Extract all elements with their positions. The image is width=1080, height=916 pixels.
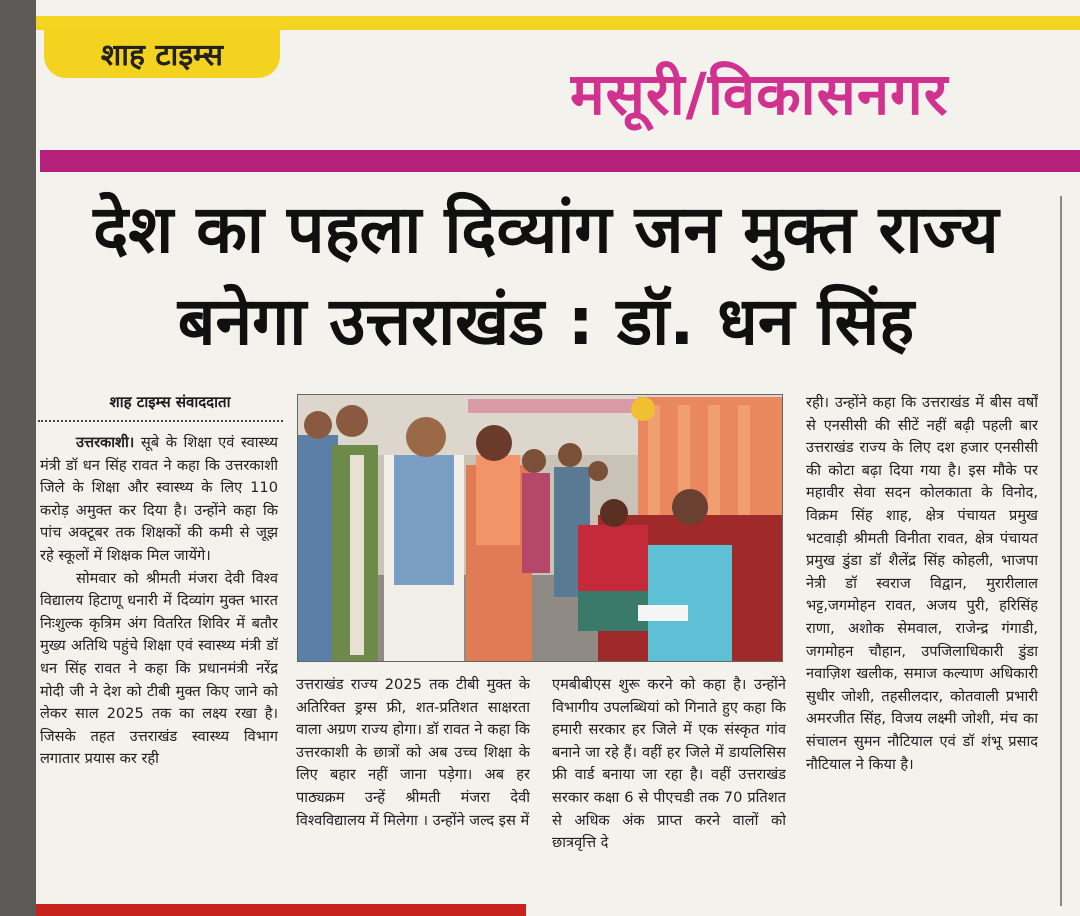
headline-line-1: देश का पहला दिव्यांग जन मुक्त राज्य xyxy=(93,191,999,268)
article-column-1 xyxy=(40,432,278,892)
byline-divider xyxy=(38,420,283,422)
dateline: उत्तरकाशी। xyxy=(76,434,135,451)
event-photo-image xyxy=(298,395,782,661)
section-title: मसूरी/विकासनगर xyxy=(570,60,949,128)
article-column-4 xyxy=(806,392,1038,892)
paragraph-1: सूबे के शिक्षा एवं स्वास्थ्य मंत्री डॉ धन सिंह रावत ने कहा कि उत्तरकाशी जिले के शिक्षा और स्वास्थ्य के लिए 110 करोड़ अमुक्त कर दिया है। उन्होंने कहा कि पांच अक्टूबर तक शिक्षकों की कमी से जूझ रहे स्कूलों में शिक्षक मिल जायेंगे। xyxy=(40,434,278,564)
paragraph-2: सोमवार को श्रीमती मंजरा देवी विश्व विद्यालय हिटाणू धनारी में दिव्यांग मुक्त भारत निःशुल्क कृत्रिम अंग वितरित शिविर में बतौर मुख्य अतिथि पहुंचे शिक्षा एवं स्वास्थ्य मंत्री डॉ धन सिंह रावत ने कहा कि प्रधानमंत्री नरेंद्र मोदी जी ने देश को टीबी मुक्त किए जाने को लेकर साल 2025 तक का लक्ष्य रखा है। जिसके तहत उत्तराखंड स्वास्थ्य विभाग लगातार प्रयास कर रही xyxy=(40,569,278,768)
paragraph-3: उत्तराखंड राज्य 2025 तक टीबी मुक्त के अतिरिक्त ड्रग्स फ्री, शत-प्रतिशत साक्षरता वाला अग्रण राज्य होगा। डॉ रावत ने कहा कि उत्तरकाशी के छात्रों को अब उच्च शिक्षा के लिए बहार नहीं जाना पड़ेगा। अब हर पाठ्यक्रम उन्हें श्रीमती मंजरा देवी विश्वविद्यालय में मिलेगा । उन्होंने जल्द इस में xyxy=(296,676,530,829)
page-edge xyxy=(0,0,36,916)
headline-line-2: बनेगा उत्तराखंड : डॉ. धन सिंह xyxy=(177,283,915,360)
paragraph-4: एमबीबीएस शुरू करने को कहा है। उन्होंने विभागीय उपलब्धियां को गिनाते हुए कहा कि हमारी सरकार हर जिले में एक संस्कृत गांव बनाने जा रहे हैं। वहीं हर जिले में डायलिसिस फ्री वार्ड बनाया जा रहा है। वहीं उत्तराखंड सरकार कक्षा 6 से पीएचडी तक 70 प्रतिशत से अधिक अंक प्राप्त करने वालों को छात्रवृत्ति दे xyxy=(552,676,786,852)
section-rule xyxy=(40,150,1080,172)
brand-name: शाह टाइम्स xyxy=(100,37,224,73)
article-column-3 xyxy=(552,674,786,894)
column-divider xyxy=(1060,196,1062,906)
next-story-bar xyxy=(36,904,526,916)
brand-badge xyxy=(44,28,280,78)
paragraph-5: रही। उन्होंने कहा कि उत्तराखंड में बीस वर्षों से एनसीसी की सीटें नहीं बढ़ी पहली बार उत्तराखंड राज्य के लिए दश हजार एनसीसी की कोटा बढ़ा दिया गया है। इस मौके पर महावीर सेवा सदन कोलकाता के विनोद, विक्रम सिंह शाह, क्षेत्र पंचायत प्रमुख भटवाड़ी श्रीमती विनीता रावत, क्षेत्र पंचायत प्रमुख डुंडा डॉ शैलेंद्र सिंह कोहली, भाजपा नेत्री डॉ स्वराज विद्वान, मुरारीलाल भट्ट,जगमोहन रावत, अजय पुरी, हरिसिंह राणा, अशोक सेमवाल, राजेन्द्र गंगाडी, जगमोहन चौहान, उपजिलाधिकारी डुंडा नवाज़िश खलीक, समाज कल्याण अधिकारी सुधीर जोशी, तहसीलदार, कोतवाली प्रभारी अमरजीत सिंह, विजय लक्ष्मी जोशी, मंच का संचालन सुमन नौटियाल एवं डॉ शंभू प्रसाद नौटियाल ने किया है। xyxy=(806,394,1038,773)
news-photo xyxy=(297,394,783,662)
byline: शाह टाइम्स संवाददाता xyxy=(109,393,231,411)
article-column-2 xyxy=(296,674,530,894)
headline xyxy=(40,184,1052,368)
